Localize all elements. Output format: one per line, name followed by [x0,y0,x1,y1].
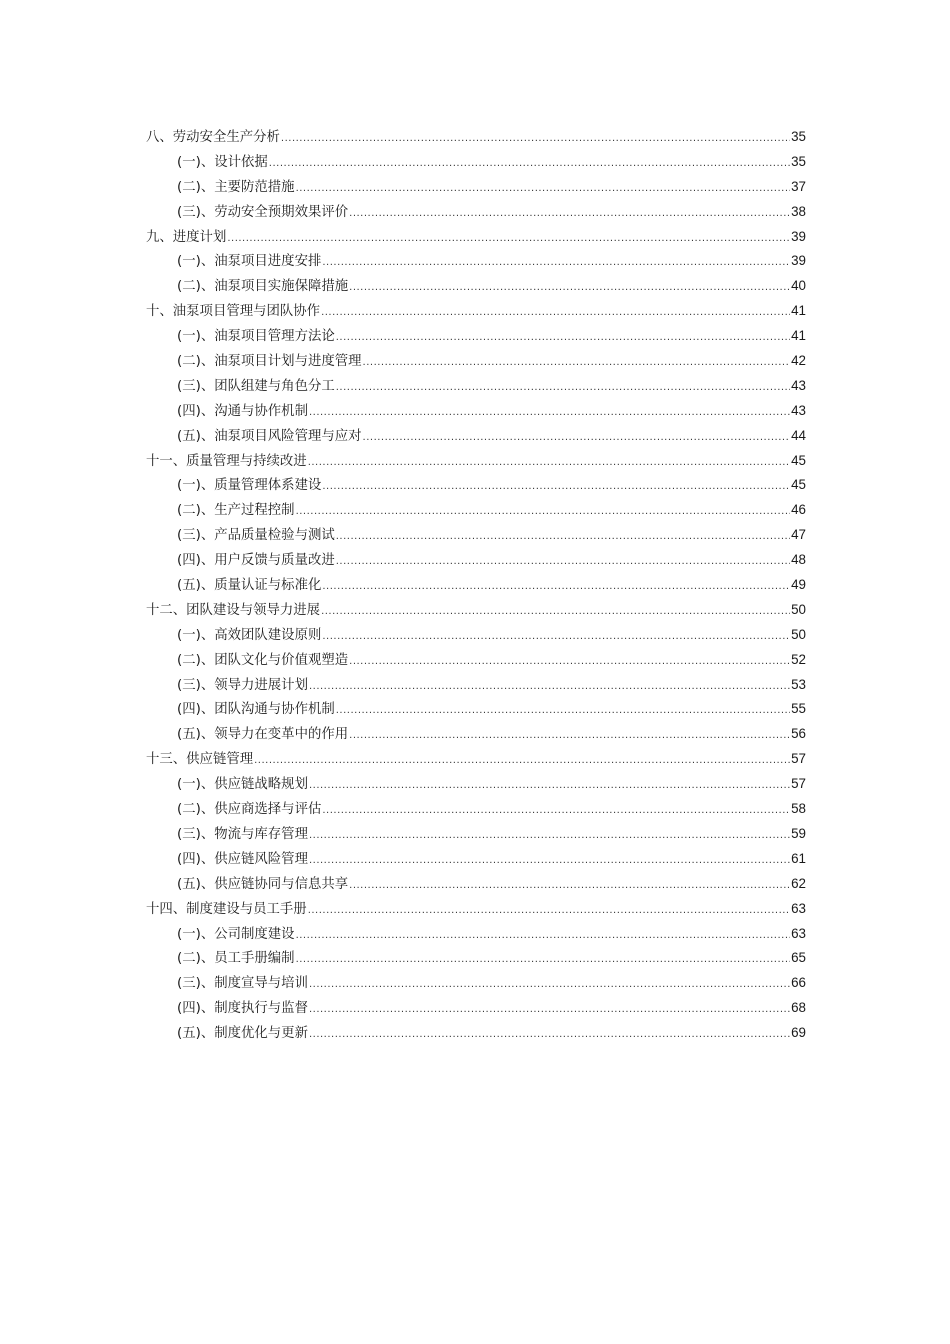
toc-entry-title: (三)、劳动安全预期效果评价 [177,204,349,220]
toc-entry-title: (一)、供应链战略规划 [177,777,308,793]
toc-dot-leader [254,749,790,774]
toc-entry-title: (二)、生产过程控制 [177,503,295,519]
toc-section-entry[interactable] [146,946,806,971]
toc-dot-leader [363,351,791,376]
toc-page-number: 55 [791,701,806,717]
toc-page-number: 42 [791,353,806,369]
toc-page-number: 66 [791,975,806,991]
toc-page-number: 69 [791,1025,806,1041]
toc-page-number: 45 [791,477,806,493]
toc-section-entry[interactable] [146,1021,806,1046]
toc-page-number: 68 [791,1000,806,1016]
toc-section-entry[interactable] [146,922,806,947]
toc-page-number: 41 [791,303,806,319]
toc-dot-leader [322,475,790,500]
toc-dot-leader [336,326,790,351]
toc-dot-leader [309,998,790,1023]
toc-page-number: 56 [791,726,806,742]
toc-entry-title: 九、进度计划 [146,229,227,245]
toc-page-number: 46 [791,502,806,518]
toc-entry-title: (四)、制度执行与监督 [177,1001,308,1017]
toc-entry-title: 十一、质量管理与持续改进 [146,453,307,469]
toc-page-number: 39 [791,228,806,244]
toc-page-number: 43 [791,402,806,418]
toc-entry-title: 八、劳动安全生产分析 [146,130,280,145]
toc-entry-title: 十二、团队建设与领导力进展 [146,602,321,618]
toc-entry-title: (一)、油泵项目进度安排 [177,254,322,270]
toc-entry-title: (三)、团队组建与角色分工 [177,378,335,394]
toc-dot-leader [322,575,790,600]
toc-entry-title: 十三、供应链管理 [146,752,254,768]
toc-dot-leader [336,525,790,550]
toc-page-number: 39 [791,253,806,269]
toc-section-entry[interactable] [146,548,806,573]
toc-dot-leader [349,650,790,675]
toc-dot-leader [336,550,790,575]
toc-section-entry[interactable] [146,349,806,374]
toc-section-entry[interactable] [146,424,806,449]
toc-entry-title: (一)、油泵项目管理方法论 [177,329,335,345]
toc-page-number: 35 [791,153,806,169]
toc-dot-leader [309,849,790,874]
toc-section-entry[interactable] [146,324,806,349]
toc-entry-title: (五)、油泵项目风险管理与应对 [177,428,362,444]
toc-dot-leader [322,625,790,650]
toc-section-entry[interactable] [146,274,806,299]
toc-section-entry[interactable] [146,872,806,897]
toc-dot-leader [336,699,790,724]
toc-dot-leader [349,724,790,749]
toc-dot-leader [308,899,790,924]
toc-dot-leader [309,401,790,426]
toc-section-entry[interactable] [146,722,806,747]
toc-entry-title: (三)、物流与库存管理 [177,826,308,842]
toc-dot-leader [309,675,790,700]
toc-entry-title: (二)、供应商选择与评估 [177,802,322,818]
toc-chapter-entry[interactable] [146,299,806,324]
toc-entry-title: (二)、员工手册编制 [177,951,295,967]
toc-page-number: 57 [791,776,806,792]
toc-page-number: 50 [791,626,806,642]
toc-page-number: 43 [791,377,806,393]
toc-page-number: 59 [791,825,806,841]
toc-entry-title: (五)、供应链协同与信息共享 [177,876,349,892]
toc-entry-title: (三)、领导力进展计划 [177,677,308,693]
toc-entry-title: (五)、领导力在变革中的作用 [177,727,349,743]
toc-entry-title: (四)、用户反馈与质量改进 [177,553,335,569]
toc-page-number: 63 [791,925,806,941]
toc-chapter-entry[interactable] [146,897,806,922]
toc-entry-title: (四)、沟通与协作机制 [177,403,308,419]
toc-section-entry[interactable] [146,175,806,200]
toc-section-entry[interactable] [146,473,806,498]
toc-page-number: 61 [791,850,806,866]
toc-dot-leader [296,177,791,202]
toc-entry-title: 十四、制度建设与员工手册 [146,901,307,917]
toc-entry-title: (五)、质量认证与标准化 [177,578,322,594]
toc-chapter-entry[interactable] [146,449,806,474]
toc-page-number: 45 [791,452,806,468]
toc-entry-title: (二)、油泵项目实施保障措施 [177,279,349,295]
toc-section-entry[interactable] [146,200,806,225]
toc-page-number: 50 [791,601,806,617]
toc-page-number: 37 [791,178,806,194]
toc-section-entry[interactable] [146,648,806,673]
toc-dot-leader [296,500,791,525]
toc-dot-leader [308,451,790,476]
toc-entry-title: (五)、制度优化与更新 [177,1026,308,1042]
toc-page-number: 65 [791,950,806,966]
toc-page-number: 40 [791,278,806,294]
toc-section-entry[interactable] [146,673,806,698]
toc-dot-leader [309,973,790,998]
toc-section-entry[interactable] [146,150,806,175]
toc-entry-title: (一)、质量管理体系建设 [177,478,322,494]
toc-dot-leader [269,152,790,177]
toc-entry-title: (二)、团队文化与价值观塑造 [177,652,349,668]
toc-page-number: 35 [791,129,806,144]
toc-entry-title: (一)、高效团队建设原则 [177,627,322,643]
toc-chapter-entry[interactable] [146,598,806,623]
toc-entry-title: (一)、公司制度建设 [177,926,295,942]
toc-section-entry[interactable] [146,498,806,523]
toc-entry-title: (一)、设计依据 [177,154,268,170]
toc-section-entry[interactable] [146,573,806,598]
toc-section-entry[interactable] [146,772,806,797]
toc-section-entry[interactable] [146,971,806,996]
toc-dot-leader [321,301,790,326]
toc-dot-leader [321,600,790,625]
toc-section-entry[interactable] [146,822,806,847]
toc-page-number: 62 [791,875,806,891]
toc-section-entry[interactable] [146,797,806,822]
toc-page-number: 58 [791,801,806,817]
toc-entry-title: (四)、供应链风险管理 [177,851,308,867]
toc-page-number: 47 [791,527,806,543]
toc-page-number: 53 [791,676,806,692]
toc-entry-title: (二)、主要防范措施 [177,179,295,195]
toc-entry-title: (三)、制度宣导与培训 [177,976,308,992]
toc-section-entry[interactable] [146,623,806,648]
toc-dot-leader [349,276,790,301]
toc-dot-leader [281,127,790,152]
toc-entry-title: (三)、产品质量检验与测试 [177,528,335,544]
toc-dot-leader [296,924,791,949]
toc-chapter-entry[interactable] [146,225,806,250]
toc-dot-leader [322,251,790,276]
toc-dot-leader [336,376,790,401]
toc-chapter-entry[interactable] [146,747,806,772]
toc-dot-leader [309,824,790,849]
toc-dot-leader [309,774,790,799]
toc-page-number: 41 [791,328,806,344]
toc-page-number: 52 [791,651,806,667]
toc-dot-leader [363,426,791,451]
toc-dot-leader [349,202,790,227]
toc-section-entry[interactable] [146,374,806,399]
toc-dot-leader [349,874,790,899]
toc-page-number: 38 [791,203,806,219]
toc-dot-leader [322,799,790,824]
toc-entry-title: 十、油泵项目管理与团队协作 [146,304,321,320]
toc-chapter-entry[interactable] [146,125,806,150]
table-of-contents [146,125,806,1046]
toc-section-entry[interactable] [146,523,806,548]
toc-section-entry[interactable] [146,847,806,872]
toc-section-entry[interactable] [146,996,806,1021]
toc-page-number: 63 [791,900,806,916]
toc-dot-leader [227,227,790,252]
toc-dot-leader [296,948,791,973]
toc-page-number: 48 [791,552,806,568]
toc-page-number: 49 [791,577,806,593]
toc-entry-title: (四)、团队沟通与协作机制 [177,702,335,718]
toc-section-entry[interactable] [146,697,806,722]
toc-page-number: 44 [791,427,806,443]
toc-dot-leader [309,1023,790,1048]
toc-page-number: 57 [791,751,806,767]
toc-section-entry[interactable] [146,249,806,274]
toc-entry-title: (二)、油泵项目计划与进度管理 [177,354,362,370]
toc-section-entry[interactable] [146,399,806,424]
